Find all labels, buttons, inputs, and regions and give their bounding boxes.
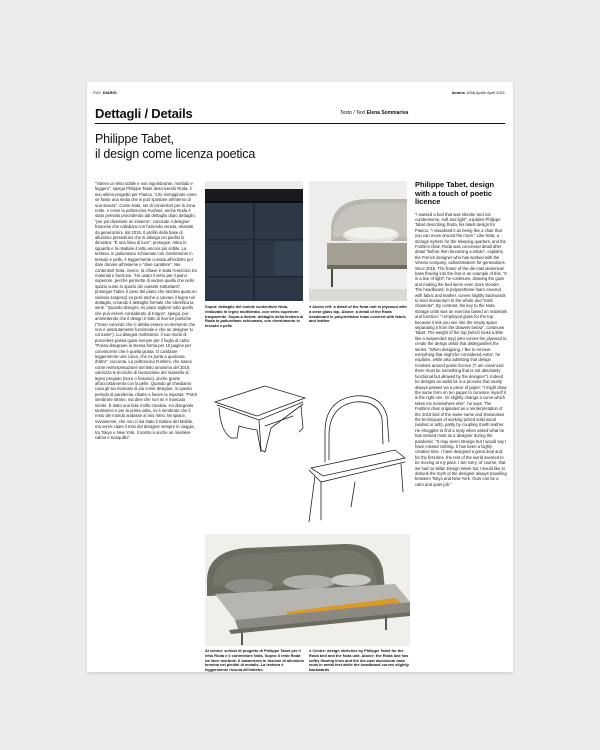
sketches-caption-en-block [309, 649, 411, 672]
page-header-right [452, 90, 505, 95]
nota-cabinet-photo [205, 181, 303, 301]
english-title: Philippe Tabet, design with a touch of poetic licence [415, 181, 495, 206]
sketches-caption-it: Al centro: schizzi di progetto di Philippe Tabet per il letto Roda e il contenitore Nota. Sopra: il letto Roda ha linee morbide. Il basamento in fusione di alluminio termina nei piedini di metallo. La testiera è leggermente ricurva all'indietro [205, 648, 305, 672]
italian-body-column [95, 181, 198, 665]
section-label: DIARIO [102, 90, 117, 95]
byline-label: Testo / Text [340, 110, 366, 116]
page-header-left [93, 90, 117, 95]
roda-bed-photo [205, 534, 410, 646]
magazine-page [87, 82, 513, 672]
italian-body-text: “Volevo un letto sottile e non ingombrante, morbido e leggero”, spiega Philippe Tabet descrivendo Roda, il suo ultimo progetto per Pianca. “Lho immaginato come se fosse una sedia che si può spostare all'interno di una stanza”. Come Nota, set di contenitori per la zona notte, e come la poltroncina Fushimi, anche Roda è stato pensato procedendo dal dettaglio dopo dettaglio, “per poi diventare un insieme”, conclude il designer francese che collabora con l'azienda veneta, ebanisti da generazioni, dal 2015. Il profilo della base di alluminio pressofuso che si allunga nei piedini lo dimostra: “È una linea di luce”, prosegue. Attira lo sguardo e fa risaltare il letto ancora più sottile. La testiera, in poliuretano schiumato con rivestimento in tessuto e pelle, è leggermente curvata all'indietro per dare donare all'insieme e “dare carattere”. Nei contenitori Nota, invece, la chiave è stata l'esercizio tra materiali e funzione. “Ho usato il vetro per il piano superiore, perché permette di vedere quello che nello spazio vuoto lo spazio dei cassetti sottostanti”, prosegue Tabet. Il peso del piano che sembra quasi un vassoio sospeso) va però anche a curvare il legno nel dettaglio, creando il dettaglio formale che identifica la serie. “Quando disegno, mi piace togliere tutto quello che può essere considerato di troppo”, spiega, pur ammettendo che il design è fatto di licenze poetiche (“Sono convinto che ci debba essere un elemento che non è assolutamente funzionale e che un designer si concede”). Lui disegna moltissimo: il suo modo di procedere passa quasi sempre per il foglio di carta: “Posso disegnare la stessa forma per 10 pagine per convincermi che è quella giusta. O cambiare leggermente una curva, che mi porta a qualcosa d'altro”, racconta. La poltroncina Fushimi, che nasce come reinterpretazione del letto omonimo del 2019, valorizza le tecniche di lavorazione del massello di legno pregiato (noce o frassino), anche grazie all'accostamento con la pelle. Quando gli chiediamo cosa gli sia mancato di più come designer, in questo periodo di pandemia, ribatte a favore la risposta: “Potrò sembrare strano, ma direi che non mi è mancato niente. È stato una fase molto creativa. Ho disegnato tantissimo e per la prima volta, mi è sembrato che il resto del mondo andasse al mio ritmo. Mi spiace, ovviamente, che non ci sia stato il Salone del Mobile, ma vorrei citare il mito del designer sempre in viaggio tra Tokyo e New York. Il nostro è anche un mestiere calmo e tranquillo”. [95, 181, 198, 441]
page-number: XVII [93, 90, 101, 95]
sketches-caption-en: ● Centre: design sketches by Philippe Tabet for the Roda bed and the Nota unit. Above: the Roda bed has softly flowing lines and the die-cast aluminium base ends in metal feet while the headboard curves slightly backwards [309, 648, 409, 672]
sketches-caption-it-block [205, 649, 305, 672]
title-rule [95, 123, 505, 124]
headline-line-1: Philippe Tabet, [95, 132, 174, 146]
english-body-text: “I wanted a bed that was slender and not cumbersome, soft and light”, explains Philippe Tabet describing Roda, his latest design for Pianca. “I visualised it as being like a chair that you can move around the room.” Like Nota, a storage system for the sleeping quarters, and the Fushimi chair, Roda was conceived detail after detail “before then becoming a whole”, explains the French designer who has worked with the Veneto company, cabinetmakers for generations, since 2015. The frame of the die-cast aluminium base flowing into the feet is an example of this. “It is a line of light”, he continues, drawing the gaze and making the bed seem even more slender. The headboard, in polyurethane foam covered with fabric and leather, curves slightly backwards to lend momentum to the whole and “instil character”. By contrast, the key to the Nota storage units was an exercise based on materials and function: “I employed glass for the top because it lets you see into the empty space separating it from the drawers below”, continues Tabet. The weight of the top (which looks a little like a suspended tray) also curves the plywood to create the design detail that distinguishes the series. “When designing, I like to remove everything that might be considered extra”, he explains, while also admitting that design revolves around poetic licence (“I am convinced there must be something that is not absolutely functional but allowed by the designer”). Indeed he designs an awful lot in a process that nearly always passes via a piece of paper: “I might draw the same form on ten pages to convince myself it is the right one. Or slightly change a curve which takes me somewhere else”, he says. The Fushimi chair originated as a reinterpretation of the 2019 bed of the same name and showcases the techniques of working prized solid wood (walnut or ash), partly by coupling it with leather. He struggles to find a reply when asked what he has missed most as a designer during the pandemic. “It may seem strange but I would say I have missed nothing. It has been a highly creative time. I have designed a great deal and, for the first time, the rest of the world seemed to be moving at my pace. I am sorry, of course, that we had no Milan Design Week but I would like to debunk the myth of the designer always travelling between Tokyo and New York. Ours can be a calm and quiet job.” [415, 211, 507, 487]
headline [95, 132, 255, 162]
roda-headboard-caption [309, 305, 409, 324]
byline-author: Elena Sommariva [366, 110, 409, 116]
page-header [87, 90, 513, 98]
section-title: Dettagli / Details [95, 106, 193, 121]
english-body-column [415, 181, 507, 665]
nota-caption-en: ● Above left: a detail of the Nota unit in plywood with a clear glass top. Above: a detail of the Roda headboard in polyurethane foam covered with fabric and leather [309, 304, 407, 324]
design-sketches [205, 372, 410, 527]
nota-caption [205, 305, 305, 329]
headline-line-2: il design come licenza poetica [95, 147, 256, 161]
byline [340, 110, 408, 116]
roda-headboard-photo [309, 181, 407, 301]
issue-label: 1056 Aprile April 2021 [466, 90, 505, 95]
magazine-name: domus [451, 90, 465, 95]
nota-caption-it: Sopra: dettaglio del mobile contenitore Nota, realizzato in legno multistrato, con vetro superiore trasparente. Sopra a destra: dettaglio della testiera di Roda in poliuretano schiumato, con rivestimento in tessuto e pelle [205, 304, 304, 329]
